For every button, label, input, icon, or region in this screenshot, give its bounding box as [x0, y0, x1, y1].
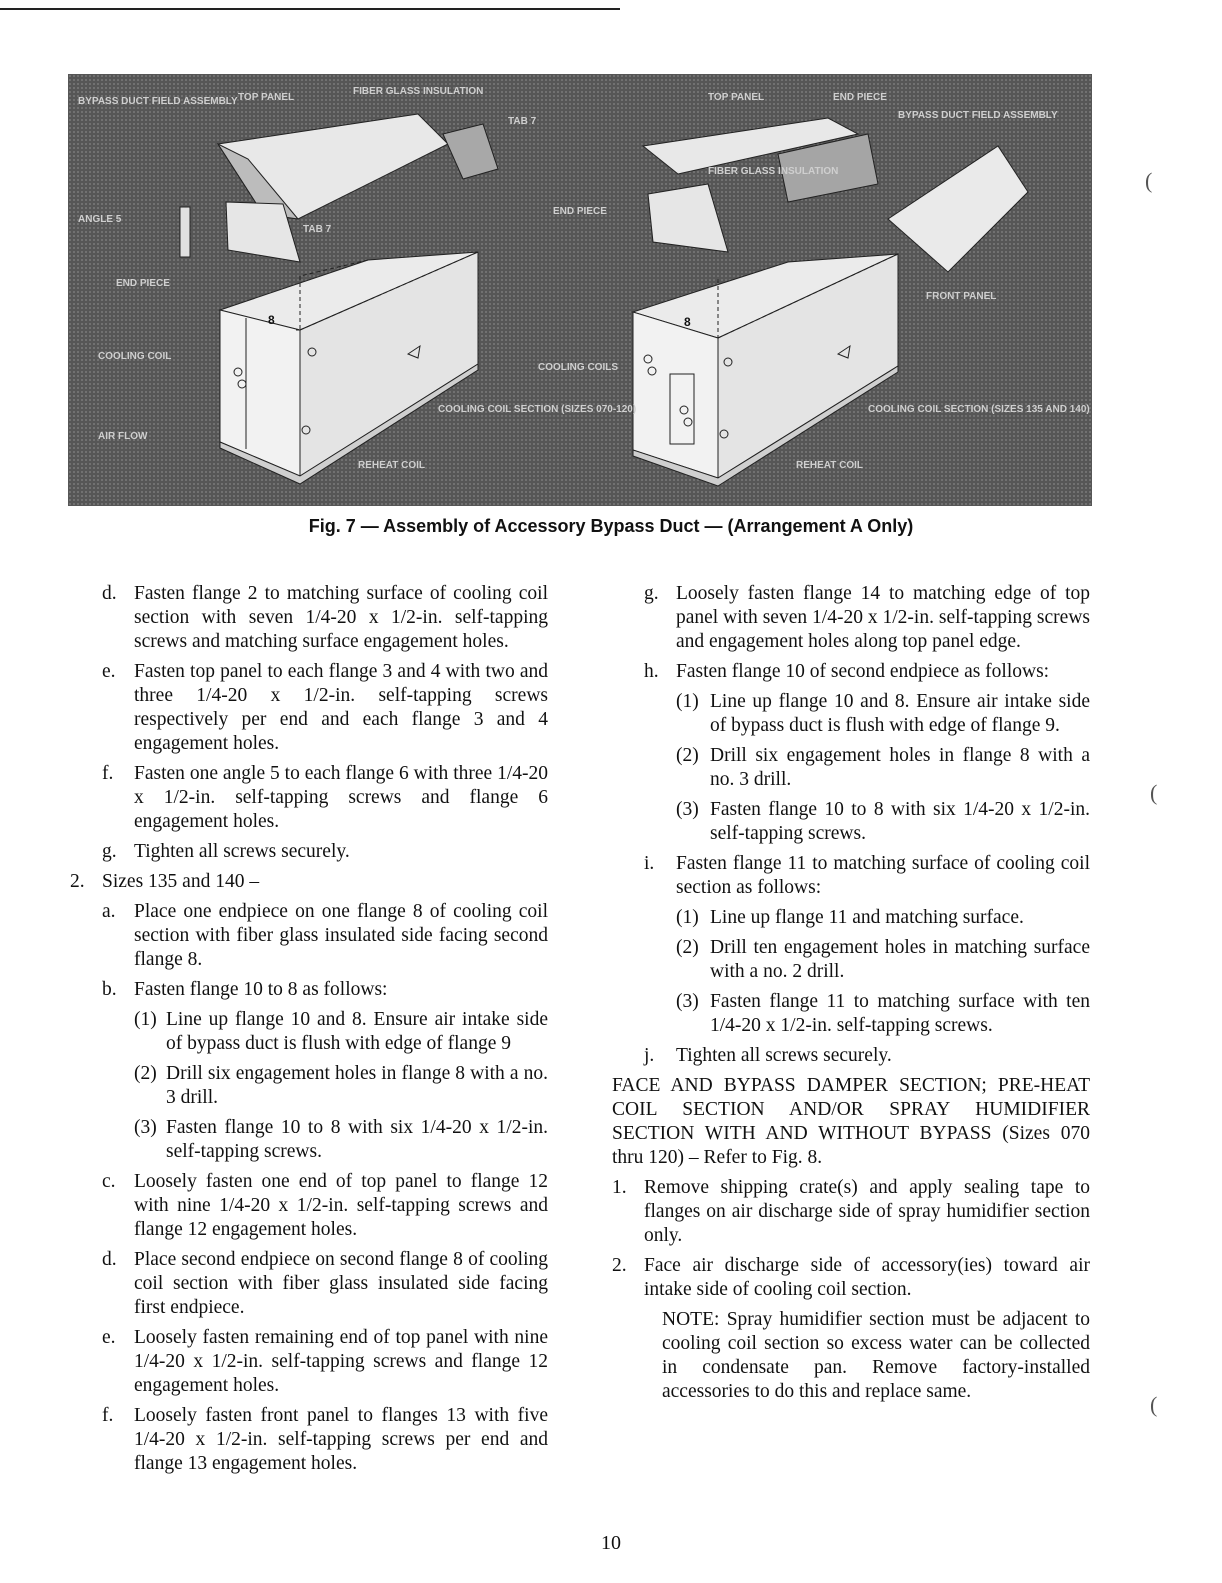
list-marker: f.: [102, 1405, 114, 1426]
list-item: [612, 936, 1090, 984]
list-item: [612, 906, 1090, 930]
list-item: [612, 690, 1090, 738]
label-fiber-glass-left: FIBER GLASS INSULATION: [353, 86, 484, 97]
label-cooling-coils: COOLING COILS: [538, 362, 618, 373]
label-cooling-coil-section-left: COOLING COIL SECTION (SIZES 070-120): [438, 404, 637, 415]
label-bypass-duct-right: BYPASS DUCT FIELD ASSEMBLY: [898, 110, 1058, 121]
list-text: Line up flange 10 and 8. Ensure air intake side of bypass duct is flush with edge of flange 9.: [710, 691, 1090, 736]
flange-8-label-left: 8: [268, 313, 275, 327]
section-heading: FACE AND BYPASS DAMPER SECTION; PRE-HEAT COIL SECTION AND/OR SPRAY HUMIDIFIER SECTION WITH AND WITHOUT BYPASS (Sizes 070 thru 120) – Refer to Fig. 8.: [612, 1075, 1090, 1168]
front-panel-shape: [888, 146, 1028, 272]
end-piece-right-shape: [648, 184, 728, 252]
label-fiber-glass-right: FIBER GLASS INSULATION: [708, 166, 839, 177]
list-item: [70, 1170, 548, 1242]
list-marker: 1.: [612, 1177, 627, 1198]
label-angle-5: ANGLE 5: [78, 214, 122, 225]
top-rule: [0, 8, 620, 10]
list-text: Fasten flange 10 to 8 with six 1/4-20 x 1/2-in. self-tapping screws.: [166, 1117, 548, 1162]
list-text: Face air discharge side of accessory(ies) toward air intake side of cooling coil section.: [644, 1255, 1090, 1300]
list-item: [70, 1062, 548, 1110]
list-item: [70, 1404, 548, 1476]
list-item: [70, 582, 548, 654]
list-marker: (2): [134, 1063, 157, 1084]
flange-8-label-right: 8: [684, 315, 691, 329]
list-item: [612, 852, 1090, 900]
margin-smudge: (: [1150, 780, 1158, 805]
label-cooling-coil-section-right: COOLING COIL SECTION (SIZES 135 AND 140): [868, 404, 1090, 415]
list-marker: (1): [676, 907, 699, 928]
label-end-piece-left: END PIECE: [116, 278, 170, 289]
list-text: Fasten flange 10 to 8 as follows:: [134, 979, 388, 1000]
list-item: [612, 582, 1090, 654]
margin-smudge: (: [1150, 1392, 1158, 1417]
list-text: Fasten flange 2 to matching surface of cooling coil section with seven 1/4-20 x 1/2-in. self-tapping screws and matching surface engagement holes.: [134, 583, 548, 652]
list-marker: d.: [102, 583, 117, 604]
label-end-piece-right-top: END PIECE: [833, 92, 887, 103]
list-item: [70, 978, 548, 1002]
label-air-flow: AIR FLOW: [98, 431, 148, 442]
list-marker: e.: [102, 661, 116, 682]
list-marker: 2.: [612, 1255, 627, 1276]
list-marker: (2): [676, 745, 699, 766]
label-tab-mid: TAB 7: [303, 224, 332, 235]
list-marker: 2.: [70, 871, 85, 892]
label-reheat-coil-left: REHEAT COIL: [358, 460, 426, 471]
list-item: [612, 1254, 1090, 1302]
list-text: Remove shipping crate(s) and apply sealing tape to flanges on air discharge side of spray humidifier section only.: [644, 1177, 1090, 1246]
list-text: Loosely fasten flange 14 to matching edge of top panel with seven 1/4-20 x 1/2-in. self-tapping screws and engagement holes along top panel edge.: [676, 583, 1090, 652]
list-text: Sizes 135 and 140 –: [102, 871, 260, 892]
list-marker: f.: [102, 763, 114, 784]
list-text: Fasten top panel to each flange 3 and 4 with two and three 1/4-20 x 1/2-in. self-tapping screws respectively per end and each flange 3 and 4 engagement holes.: [134, 661, 548, 754]
list-marker: i.: [644, 853, 655, 874]
list-item: [612, 990, 1090, 1038]
label-reheat-coil-right: REHEAT COIL: [796, 460, 864, 471]
list-marker: b.: [102, 979, 117, 1000]
list-text: Drill six engagement holes in flange 8 with a no. 3 drill.: [710, 745, 1090, 790]
label-top-panel-right: TOP PANEL: [708, 92, 765, 103]
list-item: [70, 840, 548, 864]
assembly-figure: [68, 74, 1092, 506]
list-marker: g.: [102, 841, 117, 862]
list-text: Tighten all screws securely.: [676, 1045, 892, 1066]
cooling-section-right-front: [633, 312, 718, 478]
list-marker: d.: [102, 1249, 117, 1270]
list-text: Fasten flange 11 to matching surface of cooling coil section as follows:: [676, 853, 1090, 898]
label-end-piece-right: END PIECE: [553, 206, 607, 217]
list-text: Fasten one angle 5 to each flange 6 with three 1/4-20 x 1/2-in. self-tapping screws and flange 6 engagement holes.: [134, 763, 548, 832]
list-item: [612, 660, 1090, 684]
right-column: [612, 582, 1090, 1410]
list-text: Tighten all screws securely.: [134, 841, 350, 862]
margin-smudge: (: [1145, 168, 1153, 193]
figure-caption: Fig. 7 — Assembly of Accessory Bypass Duct — (Arrangement A Only): [308, 516, 914, 536]
list-text: Drill ten engagement holes in matching surface with a no. 2 drill.: [710, 937, 1090, 982]
list-text: Place second endpiece on second flange 8 of cooling coil section with fiber glass insulated side facing first endpiece.: [134, 1249, 548, 1318]
list-item: [612, 1176, 1090, 1248]
label-top-panel-left: TOP PANEL: [238, 92, 295, 103]
list-text: Place one endpiece on one flange 8 of cooling coil section with fiber glass insulated side facing second flange 8.: [134, 901, 548, 970]
assembly-illustration: [68, 74, 1092, 506]
list-text: Loosely fasten remaining end of top panel with nine 1/4-20 x 1/2-in. self-tapping screws and flange 12 engagement holes.: [134, 1327, 548, 1396]
list-marker: g.: [644, 583, 659, 604]
list-marker: j.: [644, 1045, 655, 1066]
list-text: Loosely fasten front panel to flanges 13 with five 1/4-20 x 1/2-in. self-tapping screws per end and flange 13 engagement holes.: [134, 1405, 548, 1474]
list-item: [70, 900, 548, 972]
list-text: Fasten flange 10 of second endpiece as follows:: [676, 661, 1050, 682]
page-number: 10: [601, 1532, 621, 1554]
list-item: [70, 762, 548, 834]
list-text: Line up flange 11 and matching surface.: [710, 907, 1024, 928]
list-item: [70, 1116, 548, 1164]
list-marker: c.: [102, 1171, 116, 1192]
list-marker: (1): [676, 691, 699, 712]
list-item: [70, 1008, 548, 1056]
list-marker: (3): [676, 799, 699, 820]
list-item: [70, 1326, 548, 1398]
list-item: [612, 1044, 1090, 1068]
label-cooling-coil: COOLING COIL: [98, 351, 172, 362]
left-column: [70, 582, 548, 1482]
list-text: Line up flange 10 and 8. Ensure air intake side of bypass duct is flush with edge of flange 9: [166, 1009, 548, 1054]
fiber-glass-left-shape: [443, 124, 498, 179]
list-text: Fasten flange 11 to matching surface with ten 1/4-20 x 1/2-in. self-tapping screws.: [710, 991, 1090, 1036]
list-text: Loosely fasten one end of top panel to flange 12 with nine 1/4-20 x 1/2-in. self-tapping screws and flange 12 engagement holes.: [134, 1171, 548, 1240]
list-marker: (2): [676, 937, 699, 958]
label-tab-left: TAB 7: [508, 116, 537, 127]
label-bypass-duct-left: BYPASS DUCT FIELD ASSEMBLY: [78, 96, 238, 107]
list-item: [70, 870, 548, 894]
list-marker: e.: [102, 1327, 116, 1348]
list-text: Drill six engagement holes in flange 8 with a no. 3 drill.: [166, 1063, 548, 1108]
list-marker: h.: [644, 661, 659, 682]
angle-5-shape: [180, 207, 190, 257]
list-item: [70, 1248, 548, 1320]
list-marker: (3): [134, 1117, 157, 1138]
note-paragraph: NOTE: Spray humidifier section must be adjacent to cooling coil section so excess water can be collected in condensate pan. Remove factory-installed accessories to do this and replace same.: [662, 1309, 1090, 1402]
list-item: [70, 660, 548, 756]
list-marker: a.: [102, 901, 116, 922]
list-marker: (1): [134, 1009, 157, 1030]
list-text: Fasten flange 10 to 8 with six 1/4-20 x 1/2-in. self-tapping screws.: [710, 799, 1090, 844]
list-marker: (3): [676, 991, 699, 1012]
list-item: [612, 744, 1090, 792]
list-item: [612, 798, 1090, 846]
label-front-panel: FRONT PANEL: [926, 291, 997, 302]
